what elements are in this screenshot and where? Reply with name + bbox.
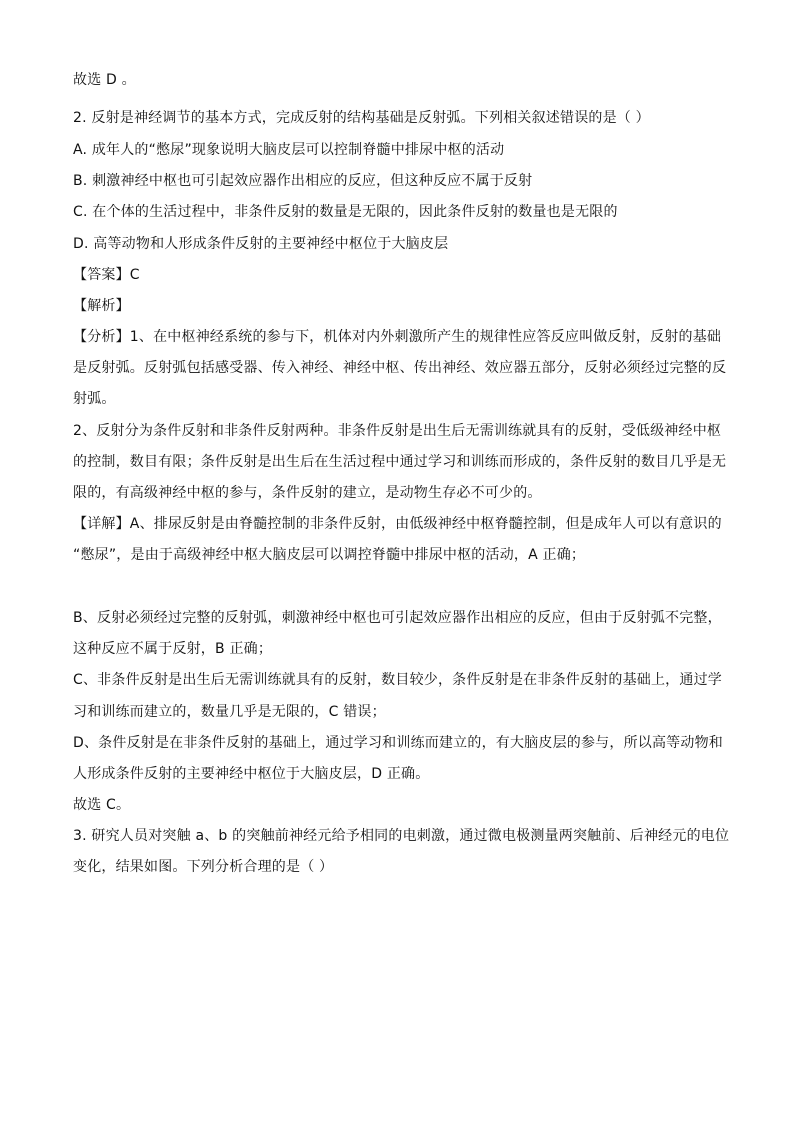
explain-c-line-2: 习和训练而建立的，数量几乎是无限的，C 错误；: [73, 704, 386, 720]
explain-b-line-1: B、反射必须经过完整的反射弧，刺激神经中枢也可引起效应器作出相应的反应，但由于反射弧不完整，: [73, 610, 722, 626]
fenxi-line-1: 【分析】1、在中枢神经系统的参与下，机体对内外刺激所产生的规律性应答反应叫做反射，反射的基础: [73, 329, 722, 345]
xiangjie-line-1: 【详解】A、排尿反射是由脊髓控制的非条件反射，由低级神经中枢脊髓控制，但是成年人可以有意识的: [73, 516, 722, 532]
option-c: C. 在个体的生活过程中，非条件反射的数量是无限的，因此条件反射的数量也是无限的: [73, 204, 618, 220]
fenxi-line-5: 的控制，数目有限；条件反射是出生后在生活过程中通过学习和训练而形成的，条件反射的数目几乎是无: [73, 454, 727, 470]
explain-d-line-2: 人形成条件反射的主要神经中枢位于大脑皮层，D 正确。: [73, 766, 430, 782]
fenxi-line-3: 射弧。: [73, 391, 116, 407]
fenxi-line-4: 2、反射分为条件反射和非条件反射两种。非条件反射是出生后无需训练就具有的反射，受低级神经中枢: [73, 423, 722, 439]
explain-d-line-1: D、条件反射是在非条件反射的基础上，通过学习和训练而建立的，有大脑皮层的参与，所以高等动物和: [73, 735, 723, 751]
analysis-title: 【解析】: [73, 298, 130, 314]
option-a: A. 成年人的“憋尿”现象说明大脑皮层可以控制脊髓中排尿中枢的活动: [73, 142, 505, 158]
answer-label: 【答案】C: [73, 267, 140, 283]
option-b: B. 刺激神经中枢也可引起效应器作出相应的反应，但这种反应不属于反射: [73, 173, 533, 189]
fenxi-line-6: 限的，有高级神经中枢的参与，条件反射的建立，是动物生存必不可少的。: [73, 485, 542, 501]
question-3-stem-line-1: 3. 研究人员对突触 a、b 的突触前神经元给予相同的电刺激，通过微电极测量两突触前、后神经元的电位: [73, 828, 730, 844]
explain-b-line-2: 这种反应不属于反射，B 正确；: [73, 641, 273, 657]
fenxi-line-2: 是反射弧。反射弧包括感受器、传入神经、神经中枢、传出神经、效应器五部分，反射必须经过完整的反: [73, 360, 727, 376]
option-d: D. 高等动物和人形成条件反射的主要神经中枢位于大脑皮层: [73, 236, 449, 252]
xiangjie-line-2: “憋尿”，是由于高级神经中枢大脑皮层可以调控脊髓中排尿中枢的活动，A 正确；: [73, 547, 586, 563]
conclusion: 故选 C。: [73, 797, 131, 813]
question-2-stem: 2. 反射是神经调节的基本方式，完成反射的结构基础是反射弧。下列相关叙述错误的是（ ）: [73, 110, 650, 126]
previous-answer: 故选 D 。: [73, 72, 136, 88]
question-3-stem-line-2: 变化，结果如图。下列分析合理的是（ ）: [73, 859, 334, 875]
explain-c-line-1: C、非条件反射是出生后无需训练就具有的反射，数目较少，条件反射是在非条件反射的基础上，通过学: [73, 672, 722, 688]
